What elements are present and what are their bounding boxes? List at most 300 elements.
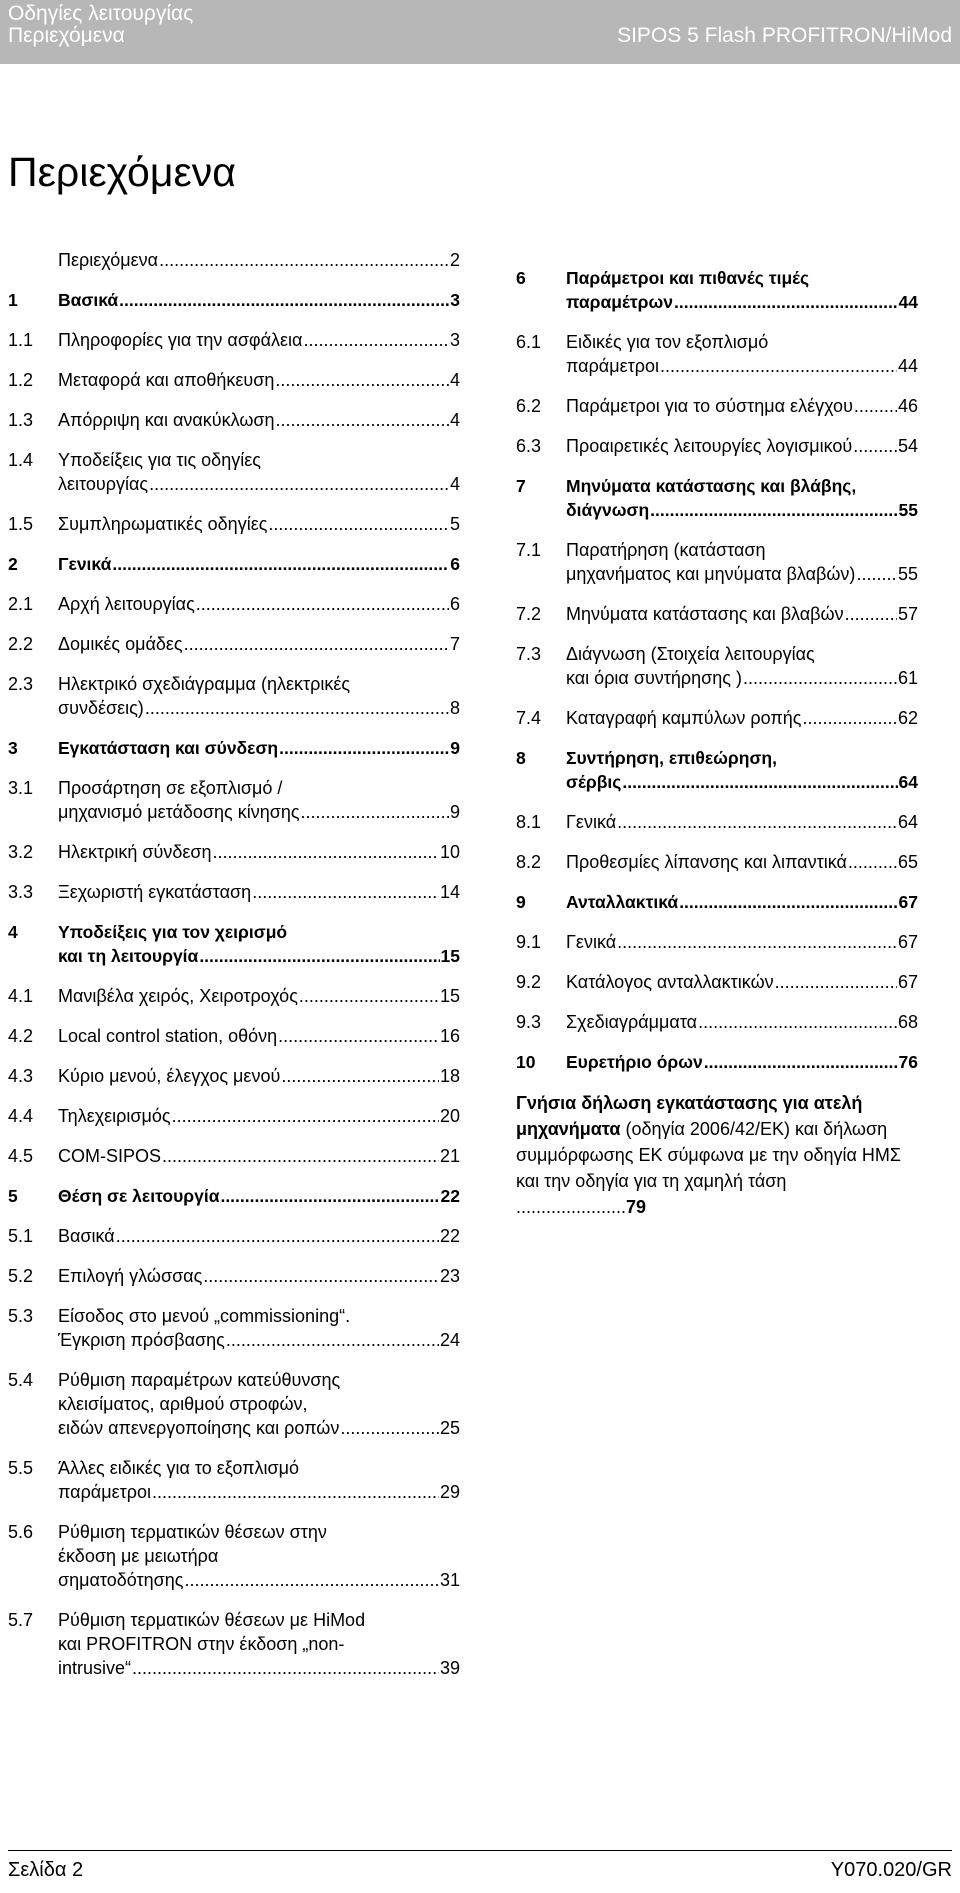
page-header	[0, 0, 960, 64]
toc-entry-body	[58, 1024, 460, 1048]
toc-entry[interactable]	[516, 642, 918, 690]
toc-entry-line	[58, 512, 460, 536]
toc-entry[interactable]	[8, 288, 460, 312]
toc-entry-line	[58, 736, 460, 760]
toc-entry-number: 4.4	[8, 1106, 34, 1126]
toc-entry-text: Ευρετήριο όρων	[566, 1052, 703, 1072]
toc-entry[interactable]	[8, 1520, 460, 1592]
toc-entry-page: 15	[440, 946, 460, 966]
toc-entry[interactable]	[516, 746, 918, 794]
toc-leader-dots	[848, 850, 897, 874]
toc-leader-dots	[203, 1264, 439, 1288]
toc-entry-line	[58, 368, 460, 392]
toc-entry-page: 54	[897, 436, 918, 456]
toc-entry-text: Υποδείξεις για τις οδηγίες	[58, 450, 261, 470]
toc-entry-line	[566, 890, 918, 914]
toc-entry-text: σηματοδότησης	[58, 1570, 184, 1590]
toc-leader-dots	[112, 552, 449, 576]
toc-leader-dots	[853, 434, 897, 458]
toc-entry-page: 22	[440, 1186, 460, 1206]
toc-entry-number: 5.3	[8, 1306, 34, 1326]
toc-leader-dots	[268, 512, 449, 536]
toc-entry[interactable]	[516, 434, 918, 458]
toc-entry-number: 8.1	[516, 812, 542, 832]
toc-entry-page: 4	[449, 474, 460, 494]
toc-entry-body	[58, 736, 460, 760]
toc-entry-line	[566, 266, 918, 290]
toc-entry-page: 61	[897, 668, 918, 688]
toc-entry-page: 55	[898, 500, 918, 520]
toc-entry-number: 2.3	[8, 674, 34, 694]
toc-entry-text: COM-SIPOS	[58, 1146, 162, 1166]
toc-entry-page: 15	[439, 986, 460, 1006]
toc-entry-number: 3.3	[8, 882, 34, 902]
toc-entry-line	[58, 408, 460, 432]
toc-entry-line	[58, 1632, 460, 1656]
toc-entry-number: 6	[516, 268, 526, 288]
toc-entry-page: 4	[449, 410, 460, 430]
toc-entry-text: Θέση σε λειτουργία	[58, 1186, 220, 1206]
toc-leader-dots	[617, 810, 897, 834]
toc-leader-dots	[845, 602, 897, 626]
toc-entry-page: 16	[439, 1026, 460, 1046]
toc-entry-text: Προαιρετικές λειτουργίες λογισμικού	[566, 436, 853, 456]
toc-entry-body	[58, 592, 460, 616]
toc-entry-body	[566, 394, 918, 418]
toc-entry[interactable]	[8, 1104, 460, 1128]
toc-leader-dots	[196, 592, 449, 616]
toc-entry-page: 21	[439, 1146, 460, 1166]
toc-entry-body	[58, 1144, 460, 1168]
toc-entry-text: Ξεχωριστή εγκατάσταση	[58, 882, 252, 902]
toc-entry-body	[566, 890, 918, 914]
toc-entry[interactable]	[516, 474, 918, 522]
toc-entry-page: 14	[439, 882, 460, 902]
toc-entry[interactable]	[8, 328, 460, 352]
toc-entry-text: Γενικά	[58, 554, 112, 574]
toc-leader-dots	[184, 632, 449, 656]
toc-entry-number: 9.1	[516, 932, 542, 952]
declaration-normal-text: (οδηγία 2006/42/ΕΚ) και δήλωση συμμόρφωσης ΕΚ σύμφωνα με την οδηγία ΗΜΣ και την οδηγία για τη χαμηλή τάση	[516, 1119, 902, 1191]
toc-entry-number: 9.2	[516, 972, 542, 992]
toc-leader-dots	[184, 1568, 439, 1592]
toc-entry-text: Επιλογή γλώσσας	[58, 1266, 203, 1286]
toc-entry[interactable]	[8, 1224, 460, 1248]
toc-entry-text: παράμετροι	[58, 1482, 151, 1502]
toc-entry-body	[58, 1104, 460, 1128]
toc-entry-text: Πληροφορίες για την ασφάλεια	[58, 330, 303, 350]
toc-entry-page: 3	[449, 330, 460, 350]
toc-entry[interactable]	[8, 776, 460, 824]
footer-page-number: Σελίδα 2	[8, 1859, 84, 1881]
toc-entry-text: Άλλες ειδικές για το εξοπλισμό	[58, 1458, 299, 1478]
toc-entry[interactable]	[516, 394, 918, 418]
toc-entry-line	[58, 552, 460, 576]
toc-leader-dots	[301, 800, 449, 824]
toc-entry-line	[58, 1568, 460, 1592]
toc-entry-body	[58, 1304, 460, 1352]
toc-entry-body	[58, 1456, 460, 1504]
toc-entry[interactable]	[8, 840, 460, 864]
toc-entry-line	[58, 1224, 460, 1248]
toc-entry[interactable]	[8, 736, 460, 760]
toc-entry-text: Μηνύματα κατάστασης και βλαβών	[566, 604, 844, 624]
toc-entry-number: 5	[8, 1186, 18, 1206]
toc-entry-text: συνδέσεις)	[58, 698, 144, 718]
toc-entry-page: 65	[897, 852, 918, 872]
toc-entry-text: Κατάλογος ανταλλακτικών	[566, 972, 774, 992]
toc-entry-body	[566, 706, 918, 730]
toc-entry-number: 9.3	[516, 1012, 542, 1032]
toc-leader-dots	[149, 472, 449, 496]
toc-entry-line	[58, 248, 460, 272]
toc-entry-body	[58, 1064, 460, 1088]
toc-entry-page: 22	[439, 1226, 460, 1246]
toc-entry[interactable]	[8, 1608, 460, 1680]
toc-entry-page: 18	[439, 1066, 460, 1086]
toc-entry-body	[58, 512, 460, 536]
toc-entry-page: 76	[898, 1052, 918, 1072]
toc-leader-dots	[622, 770, 897, 794]
toc-entry-text: Μηνύματα κατάστασης και βλάβης,	[566, 476, 857, 496]
toc-leader-dots	[281, 1064, 439, 1088]
toc-entry-number: 5.7	[8, 1610, 34, 1630]
toc-entry-line	[58, 672, 460, 696]
toc-entry-number	[8, 248, 58, 272]
toc-entry-body	[58, 248, 460, 272]
toc-entry-page: 68	[897, 1012, 918, 1032]
toc-leader-dots	[132, 1656, 439, 1680]
toc-entry-text: Έγκριση πρόσβασης	[58, 1330, 225, 1350]
toc-entry-line	[566, 706, 918, 730]
toc-entry-page: 44	[897, 356, 918, 376]
toc-entry-number: 1.5	[8, 514, 34, 534]
toc-entry[interactable]	[516, 930, 918, 954]
toc-entry-text: Δομικές ομάδες	[58, 634, 183, 654]
toc-entry-body	[566, 810, 918, 834]
toc-leader-dots: ......................	[516, 1197, 627, 1217]
toc-entry-text: Ηλεκτρική σύνδεση	[58, 842, 212, 862]
toc-entry[interactable]	[516, 538, 918, 586]
toc-entry[interactable]	[8, 552, 460, 576]
toc-entry[interactable]	[516, 266, 918, 314]
toc-right-entries	[516, 266, 918, 1074]
toc-entry-number: 6.2	[516, 396, 542, 416]
toc-leader-dots	[617, 930, 897, 954]
declaration-page-number: 79	[626, 1197, 647, 1217]
toc-entry[interactable]	[8, 1368, 460, 1440]
toc-entry-body	[566, 642, 918, 690]
toc-entry-number: 10	[516, 1052, 536, 1072]
toc-entry-line	[566, 930, 918, 954]
toc-entry-number: 3.1	[8, 778, 34, 798]
toc-entry-line	[58, 984, 460, 1008]
toc-entry-text: intrusive“	[58, 1658, 132, 1678]
toc-entry-text: Μανιβέλα χειρός, Χειροτροχός	[58, 986, 298, 1006]
toc-entry-page: 67	[897, 972, 918, 992]
toc-leader-dots	[116, 1224, 439, 1248]
toc-entry-number: 1	[8, 290, 18, 310]
toc-entry[interactable]	[8, 448, 460, 496]
toc-leader-dots	[145, 696, 449, 720]
toc-entry-page: 62	[897, 708, 918, 728]
toc-entry-line	[58, 800, 460, 824]
toc-entry[interactable]	[516, 1050, 918, 1074]
toc-entry-page: 57	[897, 604, 918, 624]
toc-entry-text: Αρχή λειτουργίας	[58, 594, 195, 614]
toc-entry-page: 8	[449, 698, 460, 718]
toc-entry-body	[566, 1050, 918, 1074]
toc-entry-line	[566, 394, 918, 418]
toc-entry-number: 5.1	[8, 1226, 34, 1246]
toc-entry-text: και όρια συντήρησης )	[566, 668, 742, 688]
toc-entry-number: 7.2	[516, 604, 542, 624]
toc-entry-text: παραμέτρων	[566, 292, 674, 312]
toc-entry-text: κλεισίματος, αριθμού στροφών,	[58, 1394, 308, 1414]
toc-entry-line	[58, 592, 460, 616]
toc-entry-text: Μεταφορά και αποθήκευση	[58, 370, 275, 390]
toc-entry-text: μηχανισμό μετάδοσης κίνησης	[58, 802, 300, 822]
toc-entry-number: 5.2	[8, 1266, 34, 1286]
toc-entry[interactable]	[8, 672, 460, 720]
toc-entry-body	[58, 1520, 460, 1592]
toc-entry-text: Ειδικές για τον εξοπλισμό	[566, 332, 769, 352]
toc-entry-text: και PROFITRON στην έκδοση „non-	[58, 1634, 345, 1654]
toc-entry-line	[58, 1656, 460, 1680]
toc-entry-body	[58, 880, 460, 904]
toc-entry-line	[58, 840, 460, 864]
toc-entry-body	[566, 330, 918, 378]
toc-entry-body	[566, 602, 918, 626]
toc-entry-body	[566, 970, 918, 994]
toc-entry-line	[566, 746, 918, 770]
toc-entry[interactable]	[8, 592, 460, 616]
toc-leader-dots	[152, 1480, 439, 1504]
toc-entry-line	[566, 770, 918, 794]
toc-entry-line	[58, 1304, 460, 1328]
toc-entry-text: Ηλεκτρικό σχεδιάγραμμα (ηλεκτρικές	[58, 674, 351, 694]
toc-entry-line	[58, 1456, 460, 1480]
toc-entry-line	[58, 328, 460, 352]
toc-declaration-entry[interactable]	[516, 1090, 918, 1220]
toc-entry-line	[566, 602, 918, 626]
toc-entry-number: 8.2	[516, 852, 542, 872]
toc-entry-page: 25	[439, 1418, 460, 1438]
toc-entry-page: 5	[449, 514, 460, 534]
toc-entry[interactable]	[8, 1144, 460, 1168]
toc-entry[interactable]	[516, 330, 918, 378]
toc-entry-number: 4.5	[8, 1146, 34, 1166]
toc-entry[interactable]	[8, 1024, 460, 1048]
toc-entry[interactable]	[516, 810, 918, 834]
toc-entry-number: 2.1	[8, 594, 34, 614]
toc-leader-dots	[275, 368, 449, 392]
toc-leader-dots	[854, 394, 897, 418]
toc-entry-page: 10	[439, 842, 460, 862]
toc-entry[interactable]	[8, 1456, 460, 1504]
toc-leader-dots	[252, 880, 439, 904]
toc-leader-dots	[704, 1050, 898, 1074]
toc-entry-number: 9	[516, 892, 526, 912]
toc-entry-number: 4	[8, 922, 18, 942]
toc-entry-line	[566, 354, 918, 378]
toc-entry-text: Περιεχόμενα	[58, 250, 159, 270]
toc-entry-line	[58, 472, 460, 496]
toc-entry-line	[58, 1416, 460, 1440]
toc-entry-page: 55	[897, 564, 918, 584]
toc-entry-body	[58, 1184, 460, 1208]
toc-entry-number: 1.3	[8, 410, 34, 430]
toc-entry-line	[566, 474, 918, 498]
declaration-bold-text: Γνήσια δήλωση εγκατάστασης για ατελή μηχανήματα	[516, 1093, 863, 1139]
toc-entry[interactable]	[8, 1064, 460, 1088]
toc-entry[interactable]	[8, 1184, 460, 1208]
toc-entry-line	[58, 776, 460, 800]
toc-entry-number: 8	[516, 748, 526, 768]
toc-leader-dots	[803, 706, 897, 730]
toc-entry[interactable]	[516, 850, 918, 874]
toc-entry-page: 64	[897, 812, 918, 832]
toc-entry-line	[566, 498, 918, 522]
toc-entry-number: 6.1	[516, 332, 542, 352]
toc-entry-page: 2	[449, 250, 460, 270]
toc-entry[interactable]	[516, 970, 918, 994]
toc-entry[interactable]	[8, 920, 460, 968]
toc-entry[interactable]	[8, 368, 460, 392]
toc-entry-page: 46	[897, 396, 918, 416]
toc-leader-dots	[743, 666, 897, 690]
toc-entry-page: 4	[449, 370, 460, 390]
toc-leader-dots	[303, 328, 449, 352]
toc-entry-text: Παράμετροι και πιθανές τιμές	[566, 268, 810, 288]
toc-entry-number: 4.2	[8, 1026, 34, 1046]
toc-left-column	[8, 248, 460, 1696]
toc-entry-line	[566, 1050, 918, 1074]
toc-entry-number: 4.3	[8, 1066, 34, 1086]
toc-entry[interactable]	[8, 880, 460, 904]
toc-entry-page: 6	[450, 554, 460, 574]
toc-entry-page: 64	[898, 772, 918, 792]
toc-entry-text: διάγνωση	[566, 500, 650, 520]
toc-entry-line	[566, 290, 918, 314]
toc-entry[interactable]	[8, 632, 460, 656]
toc-leader-dots	[679, 890, 897, 914]
toc-entry[interactable]	[516, 602, 918, 626]
toc-entry-text: Συμπληρωματικές οδηγίες	[58, 514, 268, 534]
toc-entry[interactable]	[516, 1010, 918, 1034]
toc-entry-text: Παρατήρηση (κατάσταση	[566, 540, 766, 560]
toc-entry-text: Απόρριψη και ανακύκλωση	[58, 410, 275, 430]
toc-leader-dots	[279, 736, 449, 760]
toc-leader-dots	[220, 1184, 439, 1208]
toc-entry-number: 5.5	[8, 1458, 34, 1478]
toc-leader-dots	[119, 288, 449, 312]
toc-entry-body	[58, 672, 460, 720]
toc-entry-line	[566, 1010, 918, 1034]
toc-entry[interactable]	[8, 984, 460, 1008]
toc-entry-number: 7	[516, 476, 526, 496]
toc-leader-dots	[340, 1416, 439, 1440]
toc-leader-dots	[213, 840, 439, 864]
toc-entry-body	[58, 1224, 460, 1248]
toc-entry-text: μηχανήματος και μηνύματα βλαβών)	[566, 564, 856, 584]
toc-entry-line	[58, 880, 460, 904]
header-product-name: SIPOS 5 Flash PROFITRON/HiMod	[617, 24, 952, 47]
toc-entry-text: Προθεσμίες λίπανσης και λιπαντικά	[566, 852, 847, 872]
toc-entry-line	[58, 1064, 460, 1088]
toc-entry-page: 31	[439, 1570, 460, 1590]
toc-entry-page: 67	[897, 932, 918, 952]
toc-entry-page: 67	[898, 892, 918, 912]
toc-leader-dots	[299, 984, 439, 1008]
toc-entry-page: 9	[450, 738, 460, 758]
toc-entry-body	[566, 850, 918, 874]
toc-leader-dots	[650, 498, 897, 522]
toc-entry-number: 3	[8, 738, 18, 758]
header-section-title: Περιεχόμενα	[8, 24, 125, 47]
toc-leader-dots	[276, 408, 449, 432]
toc-leader-dots	[660, 354, 897, 378]
toc-leader-dots	[226, 1328, 439, 1352]
toc-entry-line	[58, 632, 460, 656]
toc-entry[interactable]	[8, 1264, 460, 1288]
toc-entry-body	[58, 408, 460, 432]
toc-entry-line	[566, 434, 918, 458]
toc-entry[interactable]	[8, 512, 460, 536]
toc-entry[interactable]	[8, 1304, 460, 1352]
toc-entry-line	[58, 1480, 460, 1504]
toc-entry-body	[58, 328, 460, 352]
toc-entry[interactable]	[516, 890, 918, 914]
toc-entry-line	[58, 1520, 460, 1544]
toc-entry[interactable]	[8, 408, 460, 432]
toc-leader-dots	[162, 1144, 439, 1168]
toc-entry[interactable]	[8, 248, 460, 272]
toc-entry-line	[58, 1264, 460, 1288]
toc-entry-body	[566, 538, 918, 586]
toc-entry-text: Συντήρηση, επιθεώρηση,	[566, 748, 777, 768]
footer-document-code: Y070.020/GR	[830, 1859, 952, 1881]
toc-entry-text: Εγκατάσταση και σύνδεση	[58, 738, 279, 758]
toc-entry-page: 44	[898, 292, 918, 312]
toc-entry-text: Υποδείξεις για τον χειρισμό	[58, 922, 288, 942]
toc-entry-body	[58, 1264, 460, 1288]
toc-entry-page: 3	[450, 290, 460, 310]
toc-entry-text: σέρβις	[566, 772, 622, 792]
toc-entry-body	[58, 288, 460, 312]
toc-entry-number: 7.4	[516, 708, 542, 728]
toc-entry-line	[566, 850, 918, 874]
toc-entry-number: 4.1	[8, 986, 34, 1006]
toc-entry-line	[566, 666, 918, 690]
toc-entry-body	[58, 1368, 460, 1440]
toc-entry-body	[566, 1010, 918, 1034]
toc-entry-number: 1.1	[8, 330, 34, 350]
toc-entry-line	[58, 1608, 460, 1632]
toc-entry-number: 1.4	[8, 450, 34, 470]
toc-entry-number: 7.1	[516, 540, 542, 560]
toc-leader-dots	[278, 1024, 439, 1048]
toc-entry-line	[58, 1104, 460, 1128]
toc-entry-line	[566, 562, 918, 586]
toc-entry[interactable]	[516, 706, 918, 730]
toc-entry-text: και τη λειτουργία	[58, 946, 199, 966]
toc-entry-body	[566, 266, 918, 314]
toc-entry-body	[58, 448, 460, 496]
toc-entry-page: 20	[439, 1106, 460, 1126]
toc-leader-dots	[775, 970, 897, 994]
toc-entry-line	[58, 1368, 460, 1392]
